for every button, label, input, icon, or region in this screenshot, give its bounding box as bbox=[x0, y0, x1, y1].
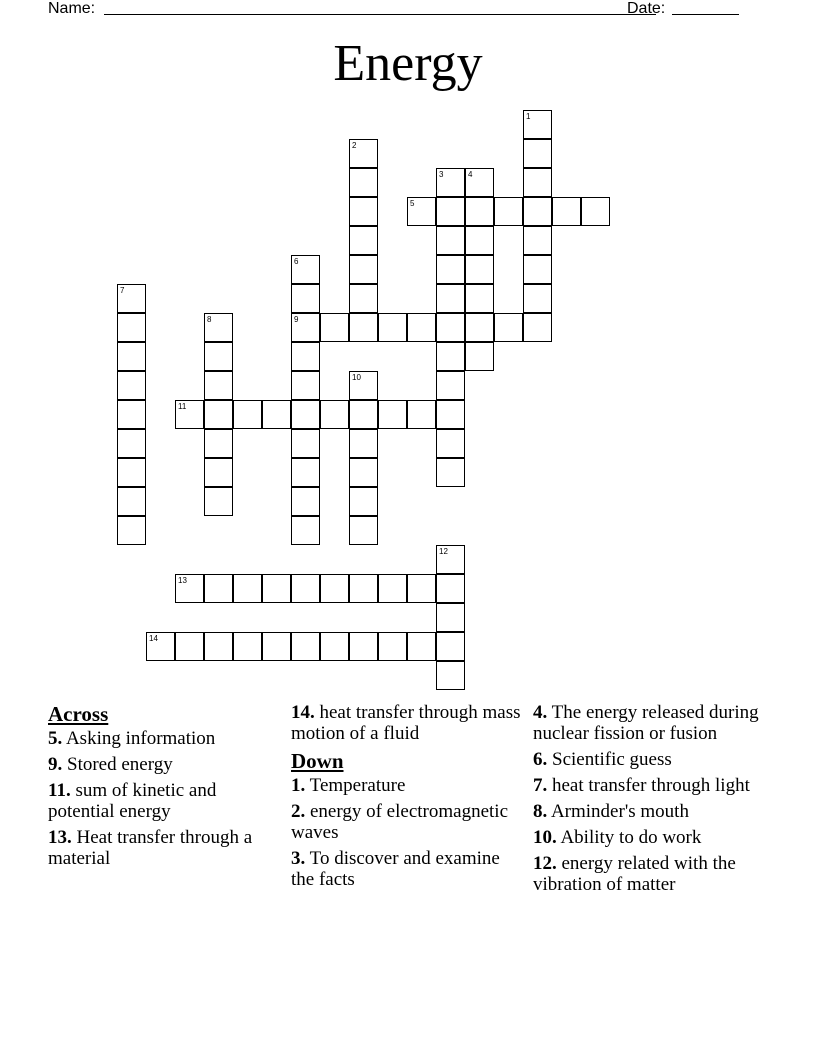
grid-cell[interactable] bbox=[262, 400, 291, 429]
grid-cell[interactable] bbox=[117, 371, 146, 400]
grid-cell[interactable] bbox=[465, 284, 494, 313]
grid-cell[interactable] bbox=[523, 226, 552, 255]
grid-cell[interactable] bbox=[523, 255, 552, 284]
grid-cell[interactable] bbox=[349, 516, 378, 545]
grid-cell[interactable] bbox=[291, 458, 320, 487]
grid-cell[interactable] bbox=[117, 342, 146, 371]
grid-cell[interactable] bbox=[291, 371, 320, 400]
clue-across-5: 5. Asking information bbox=[48, 728, 216, 749]
date-label: Date: bbox=[627, 0, 666, 17]
grid-cell[interactable] bbox=[349, 487, 378, 516]
clue-number-14: 14 bbox=[149, 634, 158, 643]
grid-cell[interactable] bbox=[262, 632, 291, 661]
clues-column-1 bbox=[48, 702, 283, 874]
grid-cell[interactable] bbox=[523, 168, 552, 197]
clue-number-5: 5 bbox=[410, 199, 415, 208]
grid-cell[interactable] bbox=[320, 313, 349, 342]
clues-column-3 bbox=[533, 702, 773, 900]
grid-cell[interactable] bbox=[204, 400, 233, 429]
grid-cell[interactable] bbox=[262, 574, 291, 603]
grid-cell[interactable] bbox=[349, 429, 378, 458]
grid-cell[interactable] bbox=[378, 313, 407, 342]
grid-cell[interactable] bbox=[117, 313, 146, 342]
clue-number-12: 12 bbox=[439, 547, 448, 556]
grid-cell[interactable] bbox=[436, 661, 465, 690]
grid-cell[interactable] bbox=[349, 574, 378, 603]
puzzle-title: Energy bbox=[333, 35, 483, 92]
down-heading: Down bbox=[291, 749, 344, 773]
grid-cell[interactable] bbox=[436, 197, 465, 226]
grid-cell[interactable] bbox=[407, 400, 436, 429]
grid-cell[interactable] bbox=[117, 400, 146, 429]
grid-cell[interactable] bbox=[117, 516, 146, 545]
clue-across-14: 14. heat transfer through mass motion of a fluid bbox=[291, 702, 521, 744]
grid-cell[interactable] bbox=[436, 603, 465, 632]
grid-cell[interactable] bbox=[233, 400, 262, 429]
grid-cell[interactable] bbox=[581, 197, 610, 226]
clue-down-1: 1. Temperature bbox=[291, 775, 406, 796]
clue-number-10: 10 bbox=[352, 373, 361, 382]
clue-across-9: 9. Stored energy bbox=[48, 754, 173, 775]
grid-cell[interactable] bbox=[204, 458, 233, 487]
grid-cell[interactable] bbox=[436, 371, 465, 400]
grid-cell[interactable] bbox=[407, 313, 436, 342]
grid-cell[interactable] bbox=[436, 400, 465, 429]
grid-cell[interactable] bbox=[349, 632, 378, 661]
grid-cell[interactable] bbox=[494, 313, 523, 342]
grid-cell[interactable] bbox=[349, 400, 378, 429]
clue-number-11: 11 bbox=[178, 402, 187, 411]
grid-cell[interactable] bbox=[233, 632, 262, 661]
clue-number-1: 1 bbox=[526, 112, 531, 121]
clues-column-2 bbox=[291, 702, 526, 895]
grid-cell[interactable] bbox=[436, 313, 465, 342]
clue-number-9: 9 bbox=[294, 315, 299, 324]
clue-number-4: 4 bbox=[468, 170, 473, 179]
grid-cell[interactable] bbox=[117, 429, 146, 458]
grid-cell[interactable] bbox=[291, 487, 320, 516]
grid-cell[interactable] bbox=[523, 197, 552, 226]
clue-down-4: 4. The energy released during nuclear fission or fusion bbox=[533, 702, 759, 744]
grid-cell[interactable] bbox=[349, 226, 378, 255]
grid-cell[interactable] bbox=[204, 342, 233, 371]
grid-cell[interactable] bbox=[291, 574, 320, 603]
clue-down-6: 6. Scientific guess bbox=[533, 749, 672, 770]
clue-down-12: 12. energy related with the vibration of matter bbox=[533, 853, 736, 895]
grid-cell[interactable] bbox=[523, 139, 552, 168]
grid-cell[interactable] bbox=[523, 284, 552, 313]
grid-cell[interactable] bbox=[407, 574, 436, 603]
grid-cell[interactable] bbox=[436, 284, 465, 313]
grid-cell[interactable] bbox=[320, 574, 349, 603]
clue-number-8: 8 bbox=[207, 315, 212, 324]
clue-down-8: 8. Arminder's mouth bbox=[533, 801, 689, 822]
grid-cell[interactable] bbox=[291, 284, 320, 313]
clue-number-13: 13 bbox=[178, 576, 187, 585]
grid-cell[interactable] bbox=[436, 429, 465, 458]
grid-cell[interactable] bbox=[378, 632, 407, 661]
grid-cell[interactable] bbox=[204, 487, 233, 516]
grid-cell[interactable] bbox=[349, 313, 378, 342]
grid-cell[interactable] bbox=[465, 197, 494, 226]
grid-cell[interactable] bbox=[465, 342, 494, 371]
clue-number-7: 7 bbox=[120, 286, 125, 295]
grid-cell[interactable] bbox=[204, 429, 233, 458]
grid-cell[interactable] bbox=[523, 313, 552, 342]
grid-cell[interactable] bbox=[349, 284, 378, 313]
grid-cell[interactable] bbox=[436, 255, 465, 284]
clue-number-2: 2 bbox=[352, 141, 357, 150]
grid-cell[interactable] bbox=[175, 632, 204, 661]
grid-cell[interactable] bbox=[552, 197, 581, 226]
grid-cell[interactable] bbox=[465, 313, 494, 342]
grid-cell[interactable] bbox=[349, 168, 378, 197]
clue-across-11: 11. sum of kinetic and potential energy bbox=[48, 780, 217, 822]
grid-cell[interactable] bbox=[320, 400, 349, 429]
across-heading: Across bbox=[48, 702, 109, 726]
grid-cell[interactable] bbox=[436, 342, 465, 371]
name-label: Name: bbox=[48, 0, 96, 17]
grid-cell[interactable] bbox=[320, 632, 349, 661]
grid-cell[interactable] bbox=[204, 574, 233, 603]
clue-down-10: 10. Ability to do work bbox=[533, 827, 702, 848]
grid-cell[interactable] bbox=[436, 574, 465, 603]
grid-cell[interactable] bbox=[436, 226, 465, 255]
grid-cell[interactable] bbox=[349, 197, 378, 226]
grid-cell[interactable] bbox=[117, 487, 146, 516]
grid-cell[interactable] bbox=[378, 574, 407, 603]
grid-cell[interactable] bbox=[349, 255, 378, 284]
clue-down-3: 3. To discover and examine the facts bbox=[291, 848, 500, 890]
grid-cell[interactable] bbox=[233, 574, 262, 603]
grid-cell[interactable] bbox=[291, 429, 320, 458]
clue-number-3: 3 bbox=[439, 170, 444, 179]
clue-down-7: 7. heat transfer through light bbox=[533, 775, 750, 796]
grid-cell[interactable] bbox=[291, 400, 320, 429]
clue-number-6: 6 bbox=[294, 257, 299, 266]
grid-cell[interactable] bbox=[291, 342, 320, 371]
grid-cell[interactable] bbox=[349, 458, 378, 487]
grid-cell[interactable] bbox=[436, 632, 465, 661]
grid-cell[interactable] bbox=[204, 371, 233, 400]
grid-cell[interactable] bbox=[378, 400, 407, 429]
grid-cell[interactable] bbox=[436, 458, 465, 487]
grid-cell[interactable] bbox=[117, 458, 146, 487]
grid-cell[interactable] bbox=[204, 632, 233, 661]
grid-cell[interactable] bbox=[465, 226, 494, 255]
grid-cell[interactable] bbox=[407, 632, 436, 661]
grid-cell[interactable] bbox=[465, 255, 494, 284]
clue-across-13: 13. Heat transfer through a material bbox=[48, 827, 253, 869]
grid-cell[interactable] bbox=[291, 516, 320, 545]
grid-cell[interactable] bbox=[494, 197, 523, 226]
clue-down-2: 2. energy of electromagnetic waves bbox=[291, 801, 508, 843]
grid-cell[interactable] bbox=[291, 632, 320, 661]
